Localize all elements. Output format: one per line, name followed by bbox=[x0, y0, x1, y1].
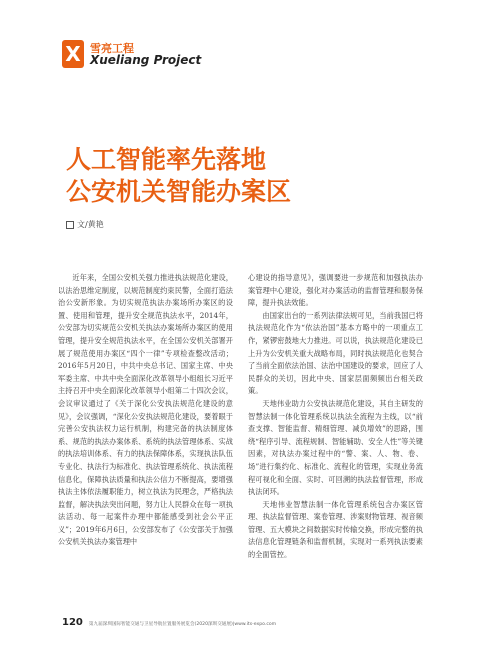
page-footer bbox=[62, 617, 276, 628]
square-bullet-icon bbox=[66, 221, 74, 229]
page-number: 120 bbox=[62, 617, 83, 628]
title-line-2: 公安机关智能办案区 bbox=[66, 177, 292, 206]
column-name-cn: 雪亮工程 bbox=[90, 42, 134, 55]
body-column-right bbox=[248, 272, 423, 562]
body-paragraph: 由国家出台的一系列法律法规可见，当前我国已将执法规范化作为“依法治国”基本方略中的一项重点工作，紧锣密鼓地大力推进。可以说，执法规范化建设已上升为公安机关重大战略布局，同时执法规范化也契合了当前全面依法治国、法治中国建设的要求，回应了人民群众的关切，因此中央、国家层面频频出台相关政策。 bbox=[248, 310, 423, 396]
body-paragraph: 近年来，全国公安机关强力推进执法规范化建设，以法治思维定制度，以规范制度约束民警，全面打造法治公安新形象。为切实规范执法办案场所办案区的设置、使用和管理，提升安全规范执法水平，2014年，公安部为切实规范公安机关执法办案场所办案区的使用管理，提升安全规范执法水平，在全国公安机关部署开展了规范使用办案区“四个一律”专项检查整改活动；2016年5月20日，中共中央总书记、国家主席、中央军委主席、中共中央全面深化改革领导小组组长习近平主持召开中央全面深化改革领导小组第二十四次会议，会议审议通过了《关于深化公安执法规范化建设的意见》，会议强调，“深化公安执法规范化建设，要着眼于完善公安执法权力运行机制，构建完备的执法制度体系、规范的执法办案体系、系统的执法管理体系、实战的执法培训体系、有力的执法保障体系，实现执法队伍专业化、执法行为标准化、执法管理系统化、执法流程信息化，保障执法质量和执法公信力不断提高，要增强执法主体依法履职能力，树立执法为民理念，严格执法监督，解决执法突出问题，努力让人民群众在每一项执法活动、每一起案件办理中都能感受到社会公平正义”；2019年6月6日，公安部发布了《公安部关于加强公安机关执法办案管理中 bbox=[58, 273, 233, 547]
body-paragraph: 天地伟业智慧法制一体化管理系统包含办案区管理、执法监督管理、案卷管理、涉案财物管理、视音频管理、五大模块之间数据实时传输交换，形成完整的执法信息化管理链条和监督机制，实现对一系列执法要素的全面管控。 bbox=[248, 499, 423, 560]
body-paragraph: 心建设的指导意见》，强调要进一步规范和加强执法办案管理中心建设，强化对办案活动的监督管理和服务保障，提升执法效能。 bbox=[248, 273, 423, 308]
body-column-left bbox=[58, 272, 233, 549]
article-title bbox=[66, 144, 291, 208]
publication-line: 第九届深圳国际智能交通与卫星导航位置服务展览会(2020深圳交通展)|www.its-expo.com bbox=[88, 622, 277, 627]
author-name: 文/黄艳 bbox=[77, 220, 104, 229]
column-name-en: Xueliang Project bbox=[90, 53, 202, 67]
title-line-1: 人工智能率先落地 bbox=[66, 145, 267, 174]
logo-letter: X bbox=[65, 42, 81, 66]
column-header bbox=[62, 40, 262, 76]
author-byline bbox=[66, 219, 104, 230]
xueliang-x-logo bbox=[62, 40, 84, 68]
body-paragraph: 天地伟业助力公安执法规范化建设，其自主研发的智慧法制一体化管理系统以执法全流程为主线，以“前查支撑、智能监督、精细管理、减负增效”的思路，围绕“程序引导、流程规制、智能辅助、安全人性”等关键因素，对执法办案过程中的“警、案、人、物、卷、场”进行集约化、标准化、流程化的管理，实现业务流程可视化和全面、实时、可回溯的执法监督管理，形成执法闭环。 bbox=[248, 398, 423, 497]
